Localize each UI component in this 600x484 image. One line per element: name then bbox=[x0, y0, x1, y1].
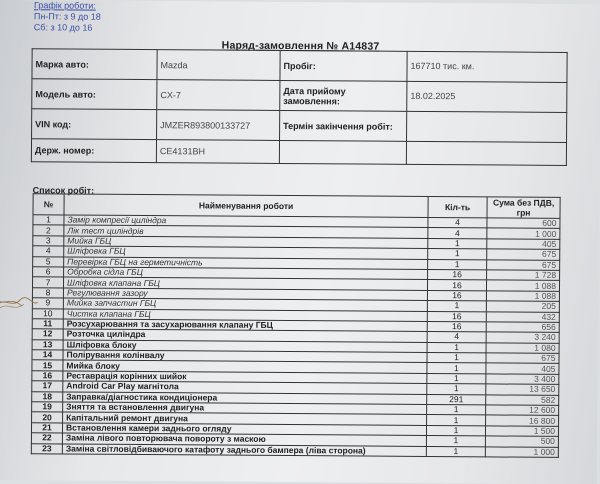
row-name: Реставрація корінних шийок bbox=[63, 371, 427, 384]
vin-value: JMZER893800133727 bbox=[157, 110, 280, 141]
row-sum: 1 000 bbox=[485, 446, 558, 457]
row-sum: 205 bbox=[486, 301, 559, 312]
row-num: 19 bbox=[32, 402, 63, 413]
order-date-label: Дата прийому замовлення: bbox=[280, 80, 407, 111]
row-num: 18 bbox=[32, 391, 63, 402]
row-num: 22 bbox=[31, 433, 62, 444]
row-sum: 1 500 bbox=[485, 426, 558, 437]
schedule-saturday: Сб: з 10 до 16 bbox=[33, 22, 93, 33]
row-qty: 1 bbox=[428, 259, 487, 270]
row-qty: 1 bbox=[426, 425, 485, 436]
row-num: 3 bbox=[33, 236, 64, 247]
works-list-label: Список робіт: bbox=[32, 185, 95, 196]
row-name: Регулювання зазору bbox=[63, 288, 427, 301]
row-num: 23 bbox=[31, 443, 62, 454]
row-num: 16 bbox=[32, 371, 63, 382]
model-value: CX-7 bbox=[157, 80, 280, 111]
row-name: Шліфовка клапана ГБЦ bbox=[63, 277, 427, 290]
row-qty: 16 bbox=[427, 280, 486, 291]
row-name: Перевірка ГБЦ на герметичність bbox=[64, 257, 428, 270]
row-name: Заміна світловідбиваючого катафоту заднього бампера (ліва сторона) bbox=[62, 444, 426, 457]
row-sum: 3 400 bbox=[486, 374, 559, 385]
row-sum: 432 bbox=[486, 311, 559, 322]
row-name: Зняття та встановлення двигуна bbox=[63, 402, 427, 415]
row-num: 7 bbox=[32, 277, 63, 288]
empty-label-cell bbox=[279, 140, 406, 164]
row-sum: 675 bbox=[486, 353, 559, 364]
works-table bbox=[31, 193, 561, 458]
row-qty: 291 bbox=[427, 394, 486, 405]
row-sum: 1 088 bbox=[486, 280, 559, 291]
empty-value-cell bbox=[406, 141, 566, 165]
row-qty: 1 bbox=[427, 301, 486, 312]
row-name: Капітальний ремонт двигуна bbox=[63, 412, 427, 425]
row-num: 5 bbox=[33, 256, 64, 267]
brand-label: Марка авто: bbox=[32, 49, 157, 80]
works-table-body bbox=[31, 215, 560, 458]
row-qty: 16 bbox=[427, 311, 486, 322]
row-num: 12 bbox=[32, 329, 63, 340]
header-sum: Сума без ПДВ, грн bbox=[487, 197, 560, 219]
plate-value: CE4131BH bbox=[156, 140, 279, 164]
row-num: 21 bbox=[31, 423, 62, 434]
row-num: 6 bbox=[33, 267, 64, 278]
row-qty: 1 bbox=[427, 363, 486, 374]
row-qty: 1 bbox=[426, 436, 485, 447]
completion-value bbox=[407, 111, 567, 142]
brand-value: Mazda bbox=[157, 50, 280, 81]
row-qty: 16 bbox=[427, 290, 486, 301]
row-num: 9 bbox=[32, 298, 63, 309]
order-date-value: 18.02.2025 bbox=[407, 81, 567, 112]
row-name: Мийка блоку bbox=[63, 360, 427, 373]
row-qty: 4 bbox=[428, 228, 487, 239]
row-qty: 1 bbox=[427, 373, 486, 384]
row-num: 8 bbox=[32, 287, 63, 298]
row-num: 10 bbox=[32, 308, 63, 319]
row-num: 13 bbox=[32, 339, 63, 350]
order-title: Наряд-замовлення № A14837 bbox=[221, 39, 380, 53]
row-sum: 12 600 bbox=[486, 405, 559, 416]
row-name: Розточка циліндра bbox=[63, 329, 427, 342]
row-num: 17 bbox=[32, 381, 63, 392]
mileage-label: Пробіг: bbox=[280, 50, 407, 81]
row-name: Обробка сідла ГБЦ bbox=[64, 267, 428, 280]
row-name: Заправка/діагностика кондиціонера bbox=[63, 392, 427, 405]
row-sum: 16 800 bbox=[486, 415, 559, 426]
row-sum: 500 bbox=[485, 436, 558, 447]
car-info-table bbox=[31, 48, 568, 166]
row-name: Мийка запчастин ГБЦ bbox=[63, 298, 427, 311]
row-sum: 13 650 bbox=[486, 384, 559, 395]
row-num: 14 bbox=[32, 350, 63, 361]
row-qty: 1 bbox=[427, 384, 486, 395]
row-name: Заміна лівого повторювача повороту з маскою bbox=[62, 433, 426, 446]
row-name: Лік тест циліндрів bbox=[64, 225, 428, 238]
row-sum: 405 bbox=[487, 239, 560, 250]
work-schedule bbox=[34, 0, 101, 33]
plate-label: Держ. номер: bbox=[31, 139, 156, 163]
row-name: Встановлення камери заднього огляду bbox=[62, 423, 426, 436]
row-qty: 1 bbox=[427, 415, 486, 426]
row-num: 15 bbox=[32, 360, 63, 371]
row-name: Мийка ГБЦ bbox=[64, 236, 428, 249]
row-qty: 4 bbox=[428, 217, 487, 228]
row-num: 2 bbox=[33, 225, 64, 236]
mileage-value: 167710 тис. км. bbox=[407, 51, 567, 82]
thread-fiber-icon bbox=[0, 290, 38, 320]
row-qty: 16 bbox=[428, 269, 487, 280]
row-name: Шліфовка ГБЦ bbox=[64, 246, 428, 259]
row-sum: 582 bbox=[486, 395, 559, 406]
vin-label: VIN код: bbox=[32, 109, 157, 140]
row-sum: 1 088 bbox=[486, 291, 559, 302]
row-num: 20 bbox=[32, 412, 63, 423]
row-qty: 1 bbox=[428, 249, 487, 260]
row-qty: 16 bbox=[427, 321, 486, 332]
header-qty: Кіл-ть bbox=[428, 196, 487, 217]
completion-label: Термін закінчення робіт: bbox=[280, 110, 407, 141]
row-name: Android Car Play магнітола bbox=[63, 381, 427, 394]
row-name: Шліфовка блоку bbox=[63, 340, 427, 353]
row-name: Чистка клапана ГБЦ bbox=[63, 308, 427, 321]
row-sum: 405 bbox=[486, 363, 559, 374]
row-sum: 600 bbox=[487, 218, 560, 229]
row-qty: 1 bbox=[428, 238, 487, 249]
row-qty: 1 bbox=[427, 342, 486, 353]
row-num: 4 bbox=[33, 246, 64, 257]
row-sum: 675 bbox=[487, 259, 560, 270]
header-num: № bbox=[33, 194, 64, 215]
row-qty: 1 bbox=[426, 446, 485, 457]
row-qty: 4 bbox=[427, 332, 486, 343]
row-sum: 1 080 bbox=[486, 343, 559, 354]
row-qty: 1 bbox=[427, 405, 486, 416]
row-sum: 1 000 bbox=[487, 228, 560, 239]
row-qty: 1 bbox=[427, 353, 486, 364]
row-sum: 675 bbox=[487, 249, 560, 260]
row-name: Замір компресії циліндра bbox=[64, 215, 428, 228]
row-name: Полірування колінвалу bbox=[63, 350, 427, 363]
model-label: Модель авто: bbox=[32, 79, 157, 110]
row-num: 11 bbox=[32, 319, 63, 330]
row-num: 1 bbox=[33, 215, 64, 226]
schedule-title: Графік роботи: bbox=[33, 0, 96, 11]
row-sum: 656 bbox=[486, 322, 559, 333]
row-sum: 1 728 bbox=[487, 270, 560, 281]
row-sum: 3 240 bbox=[486, 332, 559, 343]
header-name: Найменування роботи bbox=[64, 194, 428, 218]
row-name: Розсухарювання та засухарювання клапану ГБЦ bbox=[63, 319, 427, 332]
schedule-weekdays: Пн-Пт: з 9 до 18 bbox=[33, 11, 101, 22]
